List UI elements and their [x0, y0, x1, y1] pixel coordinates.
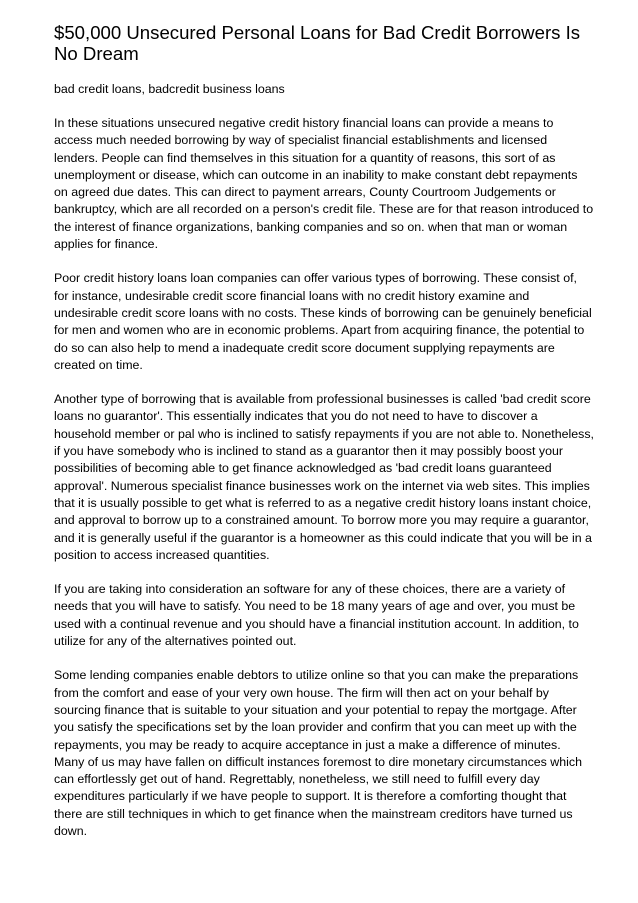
body-paragraph: Some lending companies enable debtors to utilize online so that you can make the preparations from the comfort and ease of your very own house. The firm will then act on your behalf by sourcing finance that is suitable to your situation and your potential to repay the mortgage. After you satisfy the specifications set by the loan provider and confirm that you can meet up with the repayments, you may be ready to acquire acceptance in just a make a difference of minutes. Many of us may have fallen on difficult instances foremost to dire monetary circumstances which can effortlessly get out of hand. Regrettably, nonetheless, we still need to fulfill every day expenditures particularly if we have people to support. It is therefore a comforting thought that there are still techniques in which to get finance when the mainstream creditors have turned us down.: [54, 668, 582, 838]
body-paragraph: Another type of borrowing that is available from professional businesses is called 'bad credit score loans no guarantor'. This essentially indicates that you do not need to have to discover a household member or pal who is inclined to satisfy repayments if you are not able to. Nonetheless, if you have somebody who is inclined to stand as a guarantor then it may possibly boost your possibilities of becoming able to get finance acknowledged as 'bad credit loans guaranteed approval'. Numerous specialist finance businesses work on the internet via web sites. This implies that it is usually possible to get what is referred to as a negative credit history loans instant choice, and approval to borrow up to a constrained amount. To borrow more you may require a guarantor, and it is generally useful if the guarantor is a homeowner as this could indicate that you will be in a position to access increased quantities.: [54, 392, 594, 562]
body-paragraph: If you are taking into consideration an software for any of these choices, there are a variety of needs that you will have to satisfy. You need to be 18 many years of age and over, you must be used with a continual revenue and you should have a financial institution account. In addition, to utilize for any of the alternatives pointed out.: [54, 582, 579, 649]
keywords-line: bad credit loans, badcredit business loans: [54, 82, 285, 96]
document-page: [54, 22, 594, 840]
page-title: $50,000 Unsecured Personal Loans for Bad Credit Borrowers Is No Dream: [54, 22, 581, 64]
body-paragraph: In these situations unsecured negative credit history financial loans can provide a means to access much needed borrowing by way of specialist financial establishments and licensed lenders. People can find themselves in this situation for a quantity of reasons, this sort of as unemployment or disease, which can outcome in an inability to make constant debt repayments on agreed due dates. This can direct to payment arrears, County Courtroom Judgements or bankruptcy, which are all recorded on a person's credit file. These are for that reason introduced to the interest of finance organizations, banking companies and so on. when that man or woman applies for finance.: [54, 116, 594, 252]
body-paragraph: Poor credit history loans loan companies can offer various types of borrowing. These consist of, for instance, undesirable credit score financial loans with no credit history examine and undesirable credit score loans with no costs. These kinds of borrowing can be genuinely beneficial for men and women who are in economic problems. Apart from acquiring finance, the potential to do so can also help to mend a inadequate credit score document supplying repayments are created on time.: [54, 271, 592, 372]
